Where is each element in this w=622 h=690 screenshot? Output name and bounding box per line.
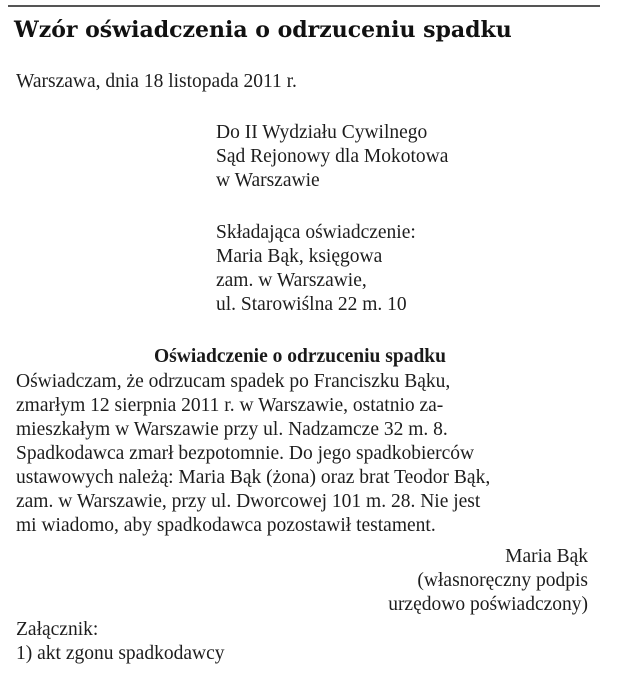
body-line: zam. w Warszawie, przy ul. Dworcowej 101 m. 28. Nie jest bbox=[16, 491, 481, 512]
signature-block bbox=[388, 545, 588, 617]
declarant-line: ul. Starowiślna 22 m. 10 bbox=[216, 294, 407, 315]
body-line: ustawowych należą: Maria Bąk (żona) oraz brat Teodor Bąk, bbox=[16, 467, 491, 488]
declarant-block bbox=[216, 221, 416, 317]
signature-note: (własnoręczny podpis bbox=[417, 570, 588, 591]
signature-name: Maria Bąk bbox=[505, 546, 588, 567]
attachment-item: 1) akt zgonu spadkodawcy bbox=[16, 643, 225, 664]
declaration-heading: Oświadczenie o odrzuceniu spadku bbox=[154, 346, 446, 367]
body-line: Spadkodawca zmarł bezpotomnie. Do jego spadkobierców bbox=[16, 443, 475, 464]
top-rule bbox=[8, 5, 600, 7]
body-line: Oświadczam, że odrzucam spadek po Franciszku Bąku, bbox=[16, 371, 451, 392]
addressee-line: w Warszawie bbox=[216, 170, 320, 191]
body-line: mi wiadomo, aby spadkodawca pozostawił testament. bbox=[16, 515, 436, 536]
addressee-line: Sąd Rejonowy dla Mokotowa bbox=[216, 146, 449, 167]
signature-note: urzędowo poświadczony) bbox=[388, 594, 588, 615]
attachments-block bbox=[16, 618, 224, 666]
declarant-line: Maria Bąk, księgowa bbox=[216, 246, 383, 267]
addressee-block bbox=[216, 121, 448, 193]
document-title: Wzór oświadczenia o odrzuceniu spadku bbox=[14, 17, 512, 43]
place-date: Warszawa, dnia 18 listopada 2011 r. bbox=[16, 71, 297, 92]
attachments-label: Załącznik: bbox=[16, 619, 99, 640]
declarant-line: Składająca oświadczenie: bbox=[216, 222, 416, 243]
declarant-line: zam. w Warszawie, bbox=[216, 270, 367, 291]
body-line: zmarłym 12 sierpnia 2011 r. w Warszawie, ostatnio za- bbox=[16, 395, 444, 416]
addressee-line: Do II Wydziału Cywilnego bbox=[216, 122, 428, 143]
body-line: mieszkałym w Warszawie przy ul. Nadzamcze 32 m. 8. bbox=[16, 419, 448, 440]
declaration-body bbox=[16, 370, 596, 538]
